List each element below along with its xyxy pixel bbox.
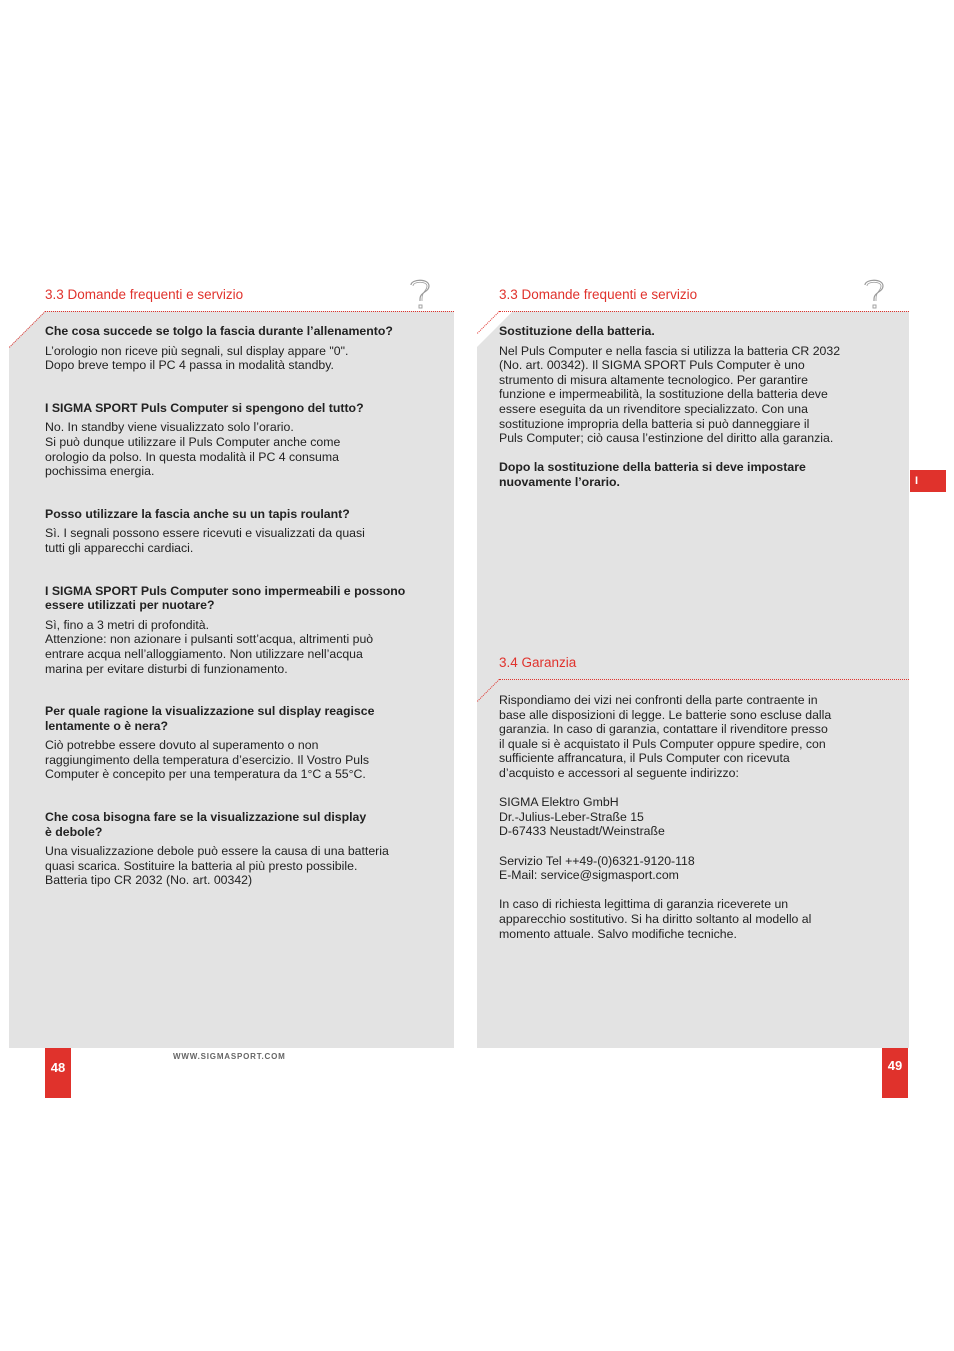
faq-item — [45, 401, 445, 479]
right-heading-rule — [499, 311, 909, 312]
left-section-heading: 3.3 Domande frequenti e servizio — [45, 287, 244, 302]
faq-answer-line: tutti gli apparecchi cardiaci. — [45, 540, 194, 555]
faq-question-line: essere utilizzati per nuotare? — [45, 598, 215, 613]
warranty-text-line: garanzia. In caso di garanzia, contattare il rivenditore presso — [499, 722, 828, 737]
warranty-text-line: d’acquisto e accessori al seguente indirizzo: — [499, 765, 739, 780]
faq-answer-line: quasi scarica. Sostituire la batteria al più presto possibile. — [45, 858, 358, 873]
warranty-text-line: Rispondiamo dei vizi nei confronti della parte contraente in — [499, 693, 818, 707]
faq-answer-line: pochissima energia. — [45, 464, 155, 479]
faq-answer-line: Batteria tipo CR 2032 (No. art. 00342) — [45, 873, 253, 888]
page-number-right: 49 — [882, 1048, 908, 1098]
battery-text-line: strumento di misura altamente tecnologico. Per garantire — [499, 372, 808, 387]
closing-line: momento attuale. Salvo modifiche tecniche. — [499, 926, 737, 941]
question-mark-icon — [862, 276, 886, 310]
faq-item — [45, 324, 445, 373]
warranty-heading: 3.4 Garanzia — [499, 655, 577, 670]
closing-line: In caso di richiesta legittima di garanzia riceverete un — [499, 897, 789, 912]
faq-answer-line: L’orologio non riceve più segnali, sul display appare "0". — [45, 343, 349, 358]
battery-text-line: Puls Computer; ciò causa l’estinzione del diritto alla garanzia. — [499, 431, 834, 446]
website-link[interactable]: WWW.SIGMASPORT.COM — [173, 1052, 286, 1061]
faq-answer-line: raggiungimento della temperatura d’esercizio. Il Vostro Puls — [45, 752, 369, 767]
faq-answer-line: Sì. I segnali possono essere ricevuti e visualizzati da quasi — [45, 526, 365, 541]
closing-line: apparecchio sostitutivo. Si ha diritto soltanto al modello al — [499, 911, 812, 926]
faq-item — [45, 810, 445, 888]
battery-text-line: Nel Puls Computer e nella fascia si utilizza la batteria CR 2032 — [499, 343, 841, 358]
battery-section — [499, 324, 899, 490]
language-tab-label: I — [915, 475, 919, 487]
battery-title: Sostituzione della batteria. — [499, 324, 655, 338]
battery-text-line: funzione e impermeabilità, la sostituzione della batteria deve — [499, 387, 828, 402]
language-tab — [910, 470, 946, 492]
warranty-text-line: il quale si è acquistato il Puls Computer oppure spedire, con — [499, 736, 826, 751]
faq-answer-line: Attenzione: non azionare i pulsanti sott’acqua, altrimenti può — [45, 632, 374, 647]
warranty-text-line: base alle disposizioni di legge. Le batterie sono escluse dalla — [499, 707, 832, 722]
page-number-left: 48 — [45, 1048, 71, 1098]
address-line: Dr.-Julius-Leber-Straße 15 — [499, 809, 644, 824]
warranty-text-line: sufficiente affrancatura, il Puls Computer con ricevuta — [499, 751, 790, 766]
left-faq-list — [45, 324, 445, 916]
contact-phone: Servizio Tel ++49-(0)6321-9120-118 — [499, 853, 695, 868]
faq-answer-line: No. In standby viene visualizzato solo l’orario. — [45, 420, 294, 435]
faq-answer-line: Si può dunque utilizzare il Puls Computer anche come — [45, 434, 341, 449]
left-heading-rule — [45, 311, 454, 312]
question-mark-icon — [408, 276, 432, 310]
faq-question: Posso utilizzare la fascia anche su un tapis roulant? — [45, 506, 350, 521]
battery-text-line: sostituzione impropria della batteria si può danneggiare il — [499, 416, 810, 431]
faq-question: I SIGMA SPORT Puls Computer si spengono del tutto? — [45, 400, 364, 415]
faq-question: Che cosa succede se tolgo la fascia durante l’allenamento? — [45, 324, 393, 338]
faq-question-line: è debole? — [45, 824, 103, 839]
faq-answer-line: Ciò potrebbe essere dovuto al superamento o non — [45, 738, 319, 753]
battery-text-line: essere eseguita da un rivenditore specializzato. Con una — [499, 401, 808, 416]
address-line: D-67433 Neustadt/Weinstraße — [499, 824, 665, 839]
faq-answer-line: orologio da polso. In questa modalità il PC 4 consuma — [45, 449, 339, 464]
right-section-heading: 3.3 Domande frequenti e servizio — [499, 287, 698, 302]
faq-item — [45, 584, 445, 677]
warranty-heading-rule — [499, 679, 909, 680]
faq-question-line: lentamente o è nera? — [45, 718, 169, 733]
faq-item — [45, 704, 445, 782]
faq-question-line: Che cosa bisogna fare se la visualizzazione sul display — [45, 810, 367, 825]
faq-answer-line: entrare acqua nell’alloggiamento. Non utilizzare nell’acqua — [45, 646, 363, 661]
battery-note-line: nuovamente l’orario. — [499, 474, 620, 489]
faq-answer-line: Computer è concepito per una temperatura da 1°C a 55°C. — [45, 767, 366, 782]
faq-answer-line: Una visualizzazione debole può essere la causa di una batteria — [45, 844, 389, 859]
faq-question-line: I SIGMA SPORT Puls Computer sono impermeabili e possono — [45, 583, 406, 598]
faq-answer-line: Dopo breve tempo il PC 4 passa in modalità standby. — [45, 358, 334, 373]
faq-question-line: Per quale ragione la visualizzazione sul display reagisce — [45, 704, 375, 719]
faq-item — [45, 507, 445, 556]
address-line: SIGMA Elektro GmbH — [499, 795, 619, 810]
faq-answer-line: marina per evitare disturbi di funzionamento. — [45, 661, 288, 676]
battery-note-line: Dopo la sostituzione della batteria si deve impostare — [499, 460, 806, 475]
contact-email[interactable]: E-Mail: service@sigmasport.com — [499, 868, 679, 883]
faq-answer-line: Sì, fino a 3 metri di profondità. — [45, 617, 210, 632]
warranty-section — [499, 693, 899, 941]
battery-text-line: (No. art. 00342). Il SIGMA SPORT Puls Computer è uno — [499, 358, 805, 373]
